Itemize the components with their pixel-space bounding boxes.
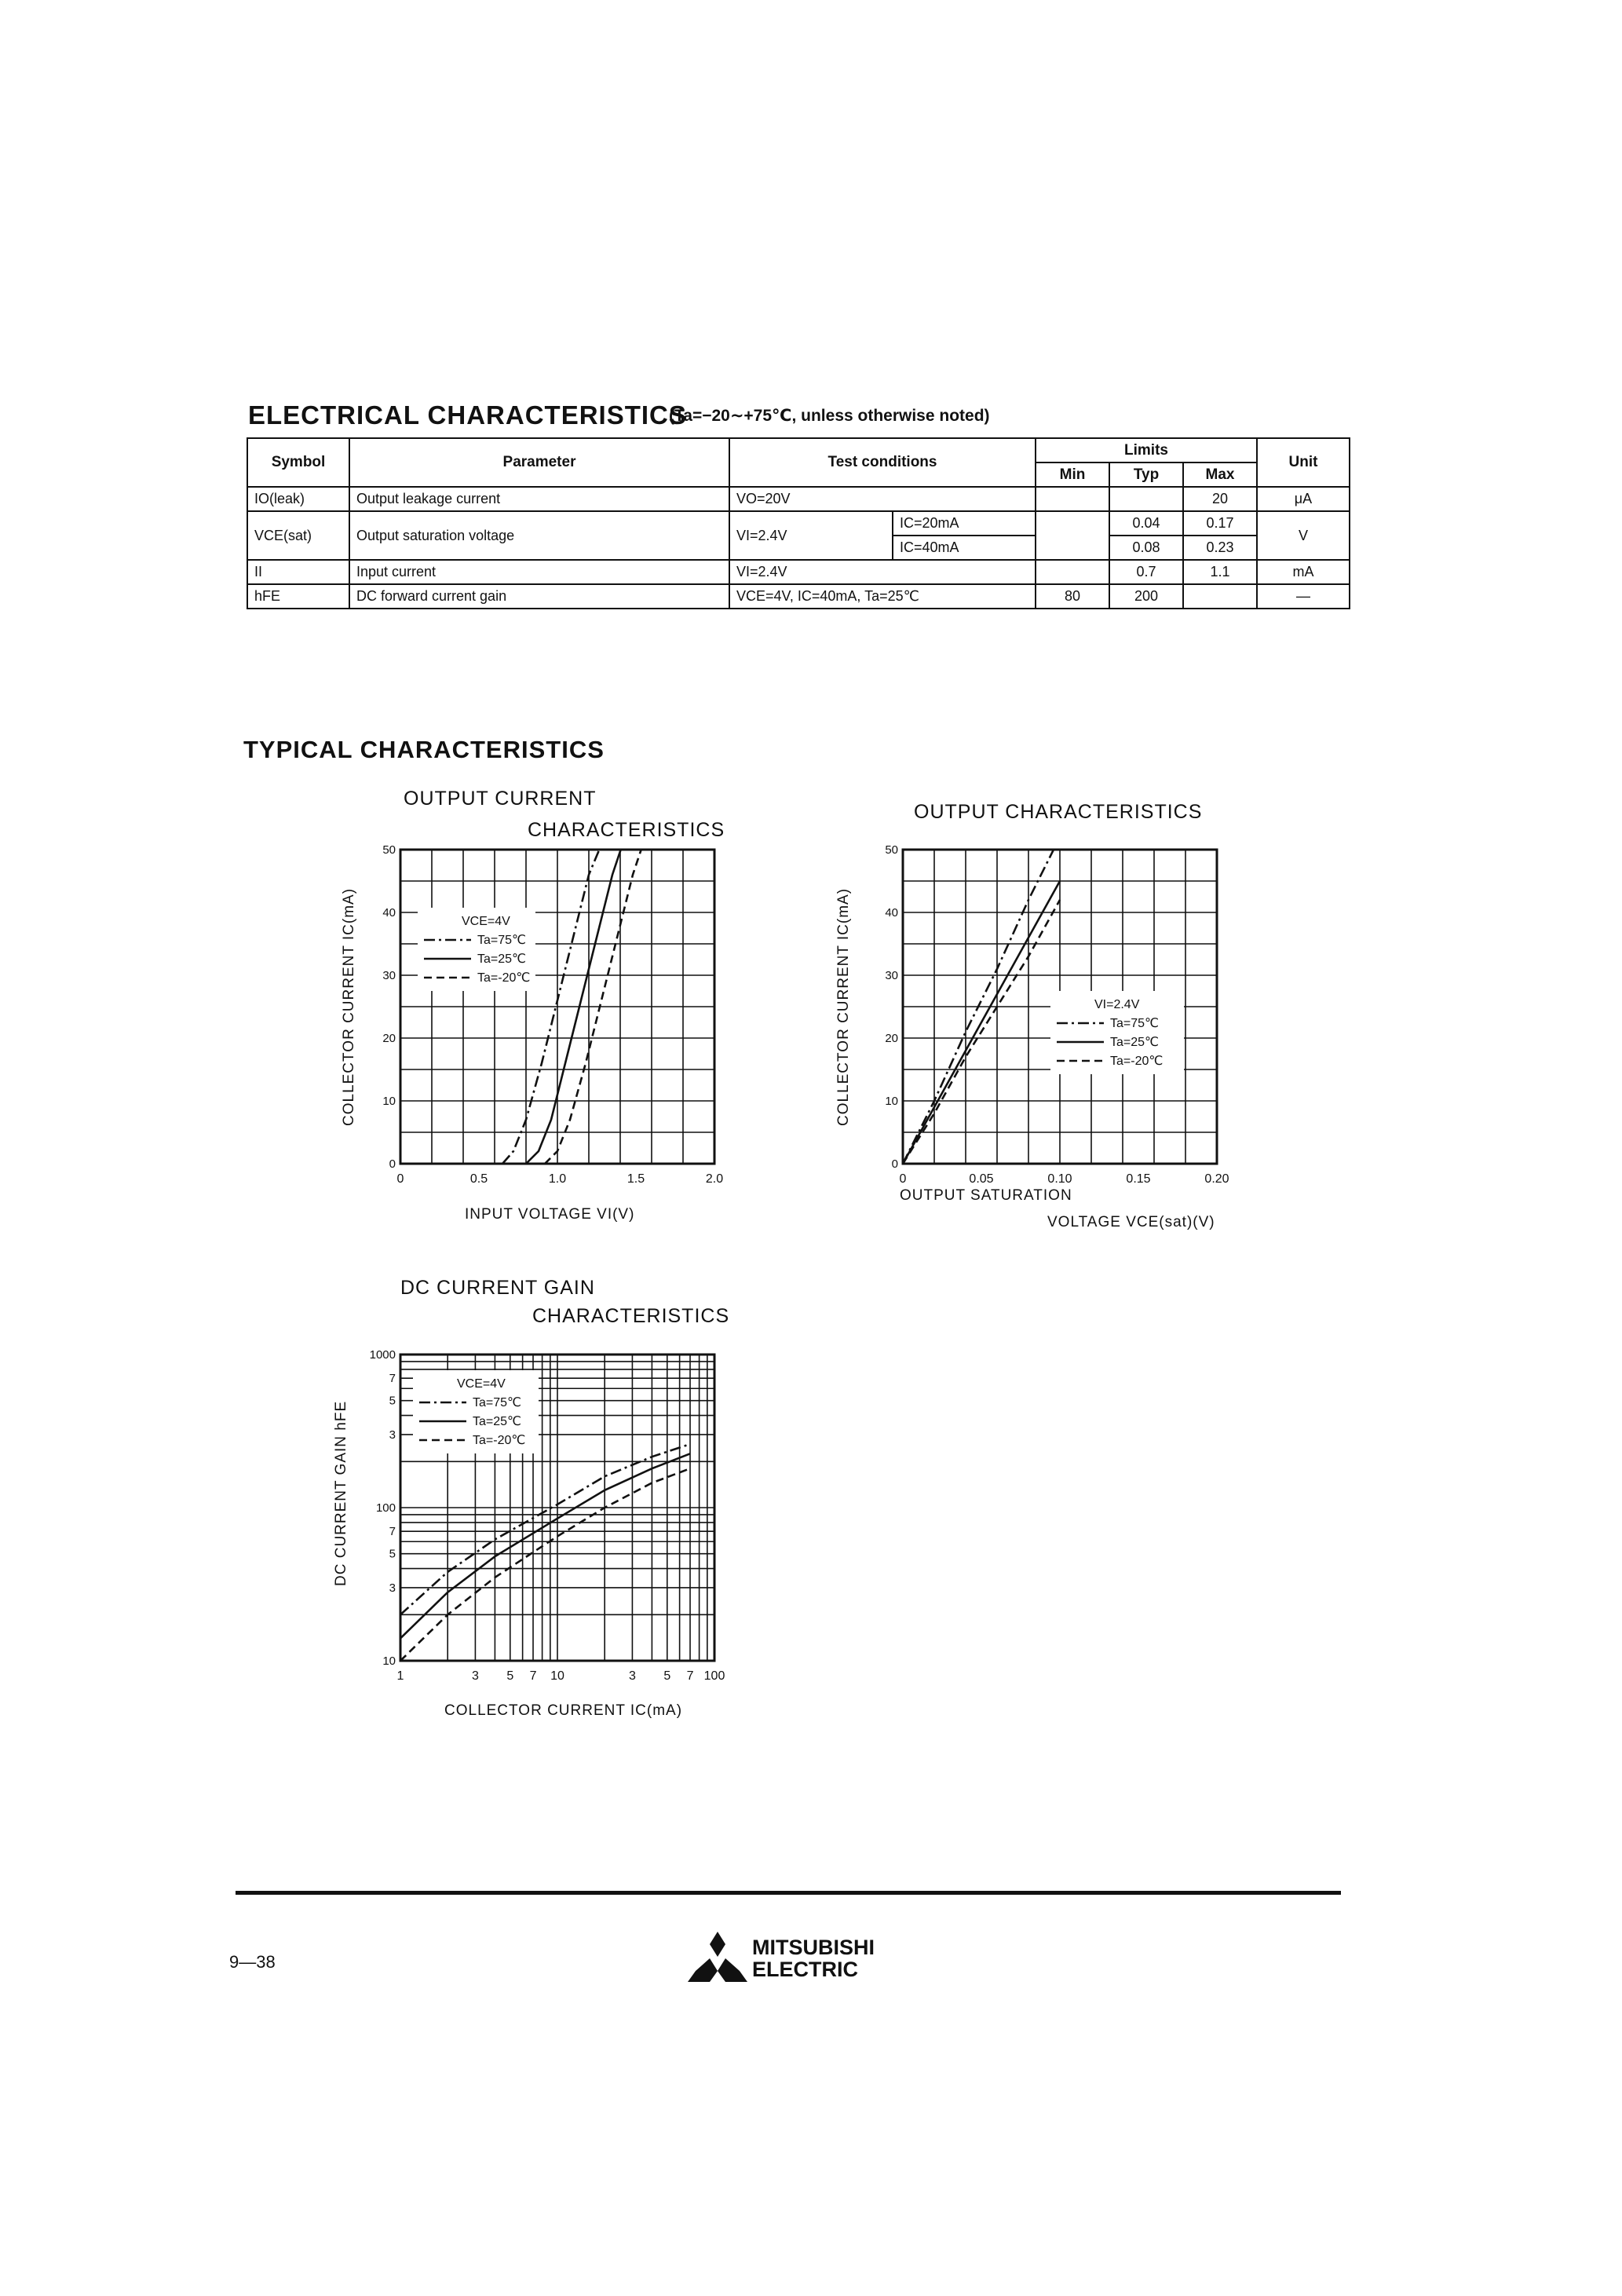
x-tick-label: 7 <box>529 1669 537 1683</box>
series-line <box>903 900 1060 1164</box>
chart3-title-line2: CHARACTERISTICS <box>532 1305 730 1327</box>
legend-title: VCE=4V <box>457 1377 506 1391</box>
row-max <box>1183 584 1257 609</box>
x-tick-label: 100 <box>703 1669 725 1683</box>
y-tick-label: 7 <box>389 1372 396 1386</box>
table-row <box>247 560 1350 584</box>
x-tick-label: 7 <box>686 1669 694 1683</box>
header-test-conditions: Test conditions <box>729 438 1036 487</box>
y-tick-label: 0 <box>389 1157 396 1171</box>
x-tick-label: 1.0 <box>548 1172 567 1186</box>
series-line <box>545 840 645 1164</box>
legend-label: Ta=75℃ <box>473 1396 522 1409</box>
x-tick-label: 3 <box>628 1669 636 1683</box>
y-tick-label: 30 <box>885 969 898 982</box>
header-limits: Limits <box>1036 438 1257 462</box>
chart1-title-line2: CHARACTERISTICS <box>528 819 725 841</box>
header-symbol: Symbol <box>247 438 349 487</box>
y-tick-label: 20 <box>382 1032 396 1045</box>
chart1-title-line1: OUTPUT CURRENT <box>404 788 597 810</box>
x-tick-label: 1.5 <box>627 1172 645 1186</box>
row-typ: 0.7 <box>1109 560 1183 584</box>
header-parameter: Parameter <box>349 438 729 487</box>
y-tick-label: 5 <box>389 1394 396 1408</box>
chart1-ylabel: COLLECTOR CURRENT IC(mA) <box>341 887 357 1126</box>
legend-label: Ta=-20℃ <box>1110 1055 1164 1068</box>
x-tick-label: 1 <box>396 1669 404 1683</box>
row-condition: VI=2.4V <box>729 560 1036 584</box>
y-tick-label: 40 <box>382 906 396 919</box>
x-tick-label: 0.05 <box>969 1172 994 1186</box>
row-min <box>1036 560 1109 584</box>
chart2-plot <box>864 840 1233 1194</box>
chart2-xlabel-line1: OUTPUT SATURATION <box>900 1187 1072 1204</box>
header-min: Min <box>1036 462 1109 487</box>
typical-title: TYPICAL CHARACTERISTICS <box>243 736 605 763</box>
y-tick-label: 5 <box>389 1547 396 1561</box>
legend-label: Ta=75℃ <box>477 934 527 947</box>
chart3-plot <box>353 1331 738 1684</box>
y-tick-label: 20 <box>885 1032 898 1045</box>
row-symbol: II <box>247 560 349 584</box>
page-number: 9—38 <box>229 1952 276 1972</box>
x-tick-label: 5 <box>663 1669 671 1683</box>
row-unit: V <box>1257 511 1350 560</box>
row-max-b: 0.23 <box>1183 536 1257 560</box>
brand-line1: MITSUBISHI <box>752 1936 875 1959</box>
row-condition-a: IC=20mA <box>893 511 1036 536</box>
mitsubishi-logo-icon <box>686 1930 749 1982</box>
x-tick-label: 2.0 <box>705 1172 724 1186</box>
legend-label: Ta=25℃ <box>473 1415 522 1428</box>
chart3-ylabel: DC CURRENT GAIN hFE <box>333 1400 349 1586</box>
row-parameter: Input current <box>349 560 729 584</box>
x-tick-label: 0.10 <box>1047 1172 1072 1186</box>
legend-title: VI=2.4V <box>1094 998 1140 1011</box>
row-typ: 200 <box>1109 584 1183 609</box>
row-typ-a: 0.04 <box>1109 511 1183 536</box>
footer-rule <box>236 1891 1341 1895</box>
chart2-title: OUTPUT CHARACTERISTICS <box>914 801 1203 823</box>
row-unit: μA <box>1257 487 1350 511</box>
row-unit: mA <box>1257 560 1350 584</box>
chart2-xlabel-line2: VOLTAGE VCE(sat)(V) <box>1047 1214 1215 1230</box>
x-tick-label: 0.20 <box>1204 1172 1229 1186</box>
legend-label: Ta=-20℃ <box>473 1434 526 1447</box>
chart2-ylabel: COLLECTOR CURRENT IC(mA) <box>835 887 852 1126</box>
row-min <box>1036 487 1109 511</box>
row-max: 1.1 <box>1183 560 1257 584</box>
row-max: 20 <box>1183 487 1257 511</box>
row-typ-b: 0.08 <box>1109 536 1183 560</box>
brand-line2: ELECTRIC <box>752 1958 858 1981</box>
y-tick-label: 50 <box>885 843 898 857</box>
row-unit: — <box>1257 584 1350 609</box>
y-tick-label: 7 <box>389 1525 396 1539</box>
row-symbol: IO(leak) <box>247 487 349 511</box>
legend-label: Ta=-20℃ <box>477 971 531 985</box>
row-symbol: hFE <box>247 584 349 609</box>
row-condition: VCE=4V, IC=40mA, Ta=25℃ <box>729 584 1036 609</box>
y-tick-label: 0 <box>891 1157 898 1171</box>
y-tick-label: 10 <box>382 1654 396 1668</box>
x-tick-label: 3 <box>471 1669 479 1683</box>
x-tick-label: 0.5 <box>469 1172 488 1186</box>
y-tick-label: 30 <box>382 969 396 982</box>
chart3-xlabel: COLLECTOR CURRENT IC(mA) <box>444 1702 683 1719</box>
electrical-conditions: (Ta=−20∼+75℃, unless otherwise noted) <box>669 407 990 425</box>
y-tick-label: 3 <box>389 1428 396 1442</box>
series-line <box>903 840 1060 1164</box>
x-tick-label: 0.15 <box>1126 1172 1151 1186</box>
table-row <box>247 584 1350 609</box>
x-tick-label: 0 <box>396 1172 404 1186</box>
header-max: Max <box>1183 462 1257 487</box>
series-line <box>400 1468 690 1661</box>
y-tick-label: 100 <box>375 1501 396 1515</box>
chart3-title-line1: DC CURRENT GAIN <box>400 1277 595 1299</box>
row-max-a: 0.17 <box>1183 511 1257 536</box>
legend-label: Ta=25℃ <box>1110 1036 1160 1049</box>
series-line <box>903 881 1060 1164</box>
x-tick-label: 5 <box>506 1669 514 1683</box>
row-typ <box>1109 487 1183 511</box>
chart1-xlabel: INPUT VOLTAGE VI(V) <box>465 1206 635 1223</box>
header-typ: Typ <box>1109 462 1183 487</box>
y-tick-label: 40 <box>885 906 898 919</box>
table-row <box>247 511 1350 536</box>
electrical-table <box>247 437 1350 609</box>
row-parameter: Output saturation voltage <box>349 511 729 560</box>
chart1-plot <box>369 840 738 1194</box>
y-tick-label: 10 <box>885 1095 898 1108</box>
y-tick-label: 10 <box>382 1095 396 1108</box>
header-unit: Unit <box>1257 438 1350 487</box>
x-tick-label: 0 <box>899 1172 907 1186</box>
series-line <box>400 1453 690 1638</box>
row-condition: VO=20V <box>729 487 1036 511</box>
row-condition-b: IC=40mA <box>893 536 1036 560</box>
y-tick-label: 3 <box>389 1581 396 1595</box>
series-line <box>400 1444 690 1614</box>
legend-title: VCE=4V <box>462 915 510 928</box>
x-tick-label: 10 <box>550 1669 564 1683</box>
electrical-title: ELECTRICAL CHARACTERISTICS <box>248 400 687 430</box>
y-tick-label: 1000 <box>369 1348 396 1362</box>
row-symbol: VCE(sat) <box>247 511 349 560</box>
row-parameter: Output leakage current <box>349 487 729 511</box>
table-row <box>247 487 1350 511</box>
row-min: 80 <box>1036 584 1109 609</box>
legend-label: Ta=75℃ <box>1110 1017 1160 1030</box>
series-line <box>526 840 625 1164</box>
row-condition: VI=2.4V <box>729 511 893 560</box>
row-min <box>1036 511 1109 560</box>
legend-label: Ta=25℃ <box>477 952 527 966</box>
row-parameter: DC forward current gain <box>349 584 729 609</box>
y-tick-label: 50 <box>382 843 396 857</box>
